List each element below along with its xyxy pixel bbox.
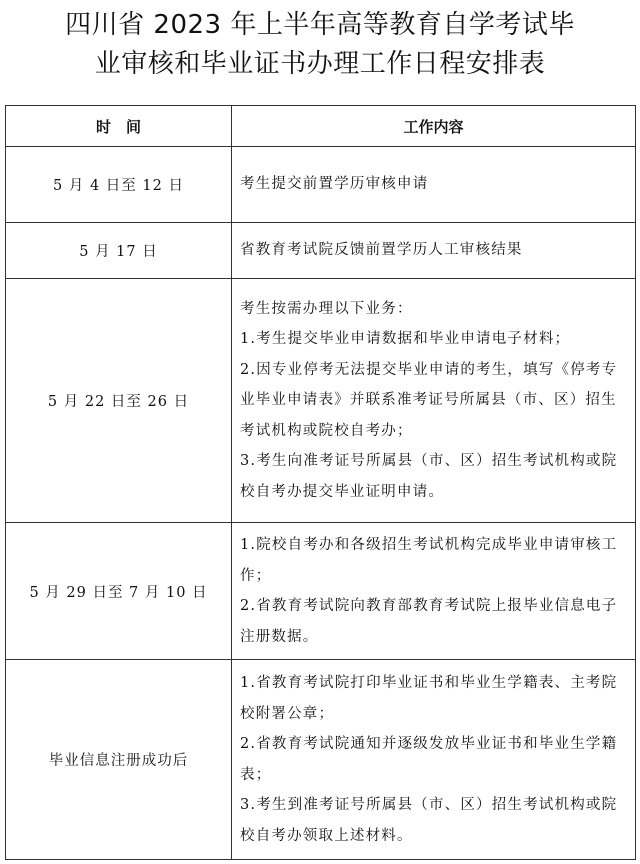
content-line: 2.省教育考试院向教育部教育考试院上报毕业信息电子注册数据。 bbox=[240, 598, 618, 645]
row-content bbox=[232, 660, 636, 860]
row-time: 5 月 4 日至 12 日 bbox=[6, 147, 232, 223]
content-line: 2.因专业停考无法提交毕业申请的考生，填写《停考专业毕业申请表》并联系准考证号所属县（市、区）招生考试机构或院校自考办； bbox=[240, 361, 618, 439]
table-row bbox=[6, 147, 636, 223]
title-line-2: 业审核和毕业证书办理工作日程安排表 bbox=[94, 49, 546, 79]
row-content bbox=[232, 523, 636, 660]
table-row bbox=[6, 223, 636, 279]
content-line: 2.省教育考试院通知并逐级发放毕业证书和毕业生学籍表； bbox=[240, 736, 618, 783]
schedule-table bbox=[5, 105, 636, 860]
table-row bbox=[6, 660, 636, 860]
content-line: 1.考生提交毕业申请数据和毕业申请电子材料； bbox=[240, 331, 571, 348]
content-line: 1.院校自考办和各级招生考试机构完成毕业申请审核工作； bbox=[240, 537, 618, 584]
table-row bbox=[6, 279, 636, 523]
content-line: 3.考生向准考证号所属县（市、区）招生考试机构或院校自考办提交毕业证明申请。 bbox=[240, 453, 618, 500]
content-line: 省教育考试院反馈前置学历人工审核结果 bbox=[240, 242, 523, 259]
content-line: 考生按需办理以下业务： bbox=[240, 300, 413, 317]
row-content bbox=[232, 147, 636, 223]
row-content bbox=[232, 223, 636, 279]
row-time: 毕业信息注册成功后 bbox=[6, 660, 232, 860]
row-content bbox=[232, 279, 636, 523]
title-line-1: 四川省 2023 年上半年高等教育自学考试毕 bbox=[65, 10, 575, 40]
row-time: 5 月 17 日 bbox=[6, 223, 232, 279]
content-line: 3.考生到准考证号所属县（市、区）招生考试机构或院校自考办领取上述材料。 bbox=[240, 797, 618, 844]
content-line: 考生提交前置学历审核申请 bbox=[240, 176, 429, 193]
table-row bbox=[6, 523, 636, 660]
header-content: 工作内容 bbox=[232, 106, 636, 147]
table-header-row bbox=[6, 106, 636, 147]
header-time: 时 间 bbox=[6, 106, 232, 147]
row-time: 5 月 29 日至 7 月 10 日 bbox=[6, 523, 232, 660]
row-time: 5 月 22 日至 26 日 bbox=[6, 279, 232, 523]
content-line: 1.省教育考试院打印毕业证书和毕业生学籍表、主考院校附署公章； bbox=[240, 675, 618, 722]
document-title bbox=[0, 6, 640, 84]
